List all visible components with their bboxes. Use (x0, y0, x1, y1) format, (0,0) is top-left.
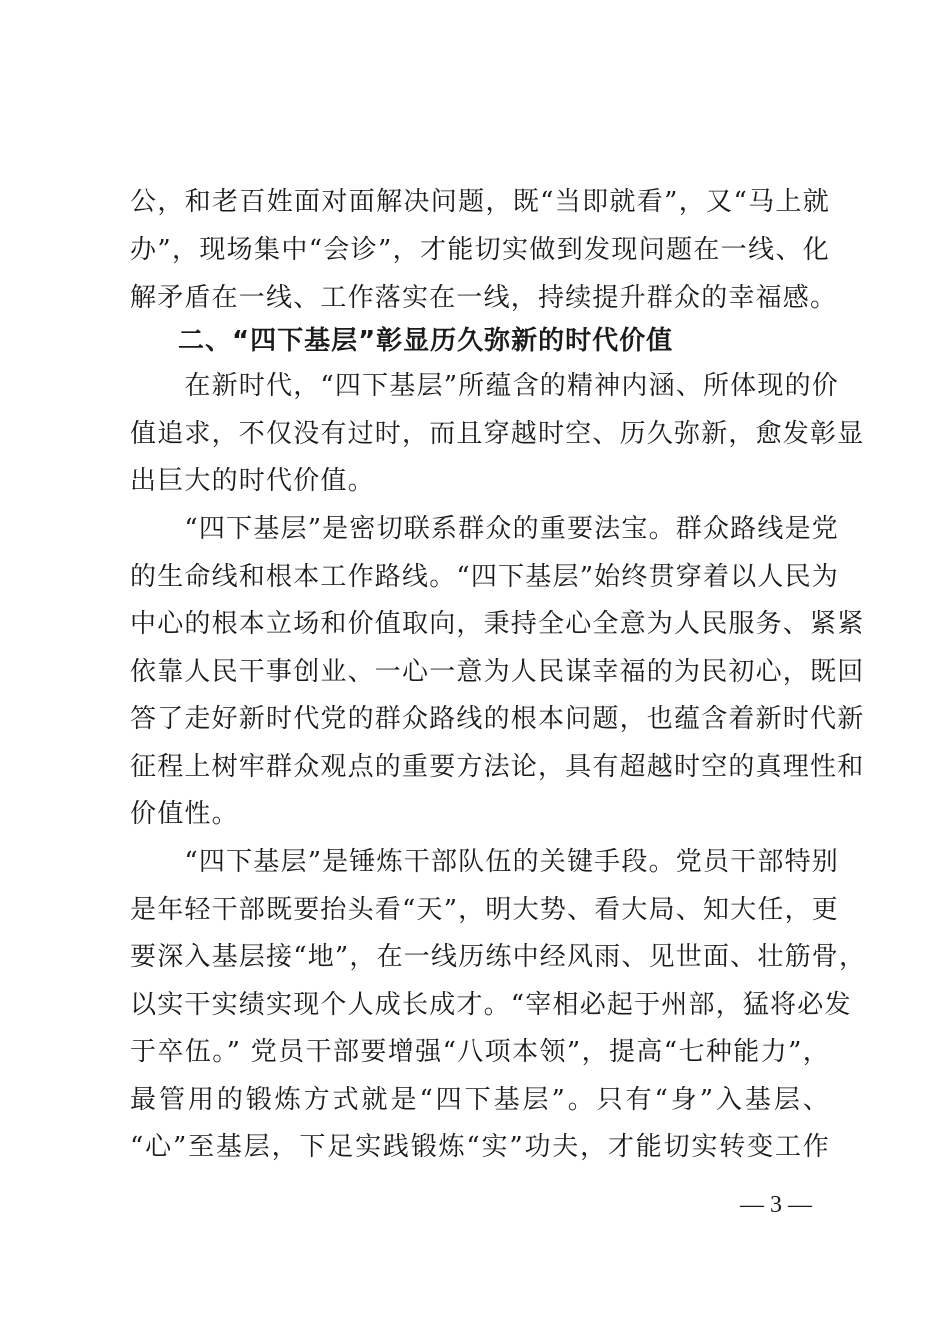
text-line: 答了走好新时代党的群众路线的根本问题，也蕴含着新时代新 (130, 704, 865, 734)
section-heading: 二、“四下基层”彰显历久弥新的时代价值 (178, 326, 674, 356)
text-line: 公，和老百姓面对面解决问题，既“当即就看”，又“马上就 (130, 187, 830, 217)
page-number: — 3 — (740, 1192, 812, 1218)
text-line: 中心的根本立场和价值取向，秉持全心全意为人民服务、紧紧 (130, 609, 865, 639)
text-line: 在新时代，“四下基层”所蕴含的精神内涵、所体现的价 (130, 371, 839, 401)
text-line: 征程上树牢群众观点的重要方法论，具有超越时空的真理性和 (130, 752, 865, 782)
text-line: 值追求，不仅没有过时，而且穿越时空、历久弥新，愈发彰显 (130, 419, 865, 449)
text-line: 价值性。 (130, 799, 239, 829)
text-line: 的生命线和根本工作路线。“四下基层”始终贯穿着以人民为 (130, 562, 839, 592)
text-line: 以实干实绩实现个人成长成才。“宰相必起于州部，猛将必发 (130, 990, 852, 1020)
text-line: 要深入基层接“地”，在一线历练中经风雨、见世面、壮筋骨， (130, 942, 867, 972)
text-line: 最管用的锻炼方式就是“四下基层”。只有“身”入基层、 (130, 1085, 830, 1115)
text-line: 是年轻干部既要抬头看“天”，明大势、看大局、知大任，更 (130, 895, 839, 925)
text-line: “心”至基层，下足实践锻炼“实”功夫，才能切实转变工作 (130, 1132, 830, 1162)
text-line: 依靠人民干事创业、一心一意为人民谋幸福的为民初心，既回 (130, 657, 865, 687)
text-line: 办”，现场集中“会诊”，才能切实做到发现问题在一线、化 (130, 235, 830, 265)
text-line: 于卒伍。” 党员干部要增强“八项本领”，提高“七种能力”， (130, 1037, 830, 1067)
text-line: 解矛盾在一线、工作落实在一线，持续提升群众的幸福感。 (130, 283, 838, 313)
text-line: “四下基层”是锤炼干部队伍的关键手段。党员干部特别 (130, 847, 839, 877)
text-line: 出巨大的时代价值。 (130, 466, 375, 496)
text-line: “四下基层”是密切联系群众的重要法宝。群众路线是党 (130, 514, 839, 544)
